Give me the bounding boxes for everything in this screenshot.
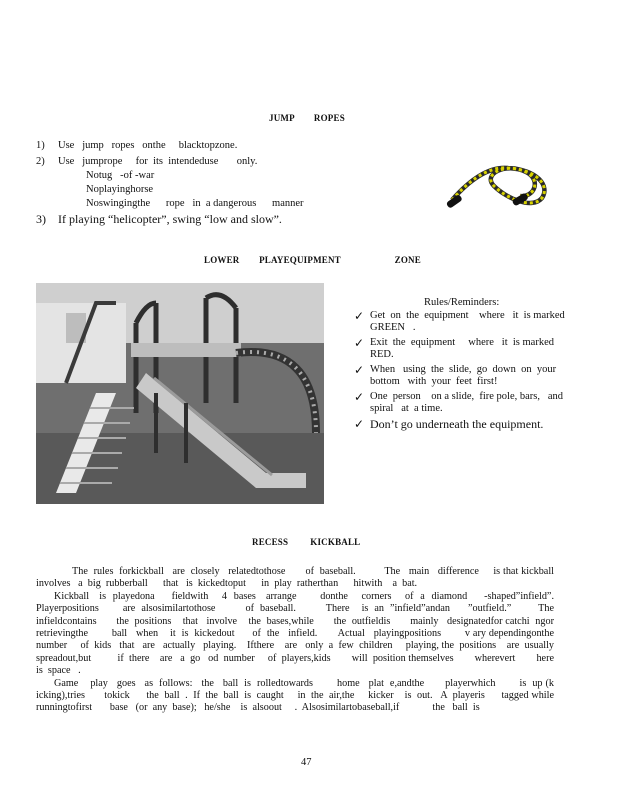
rule-line-text: RED. <box>370 349 394 360</box>
list-item: Use jump ropes onthe blacktopzone. <box>58 140 238 151</box>
rule-item <box>354 310 576 334</box>
rule-line-text: Get on the equipment where it is marked <box>370 310 565 321</box>
checkmark-icon: ✓ <box>354 309 365 323</box>
rules-title: Rules/Reminders: <box>424 297 500 308</box>
list-item: If playing “helicopter”, swing “low and slow”. <box>58 212 282 226</box>
page-number: 47 <box>301 757 312 768</box>
rule-line-text: GREEN . <box>370 322 416 333</box>
rule-line-text: One person on a slide, fire pole, bars, and <box>370 391 564 402</box>
checkmark-icon: ✓ <box>354 417 365 431</box>
kickball-body <box>36 566 580 715</box>
checkmark-icon: ✓ <box>354 390 365 404</box>
rules-list <box>354 310 576 430</box>
sub-list-item: Noswingingthe rope in a dangerous manner <box>86 198 304 209</box>
playground-photo <box>36 283 324 504</box>
list-item: Use jumprope for its intendeduse only. <box>58 156 258 167</box>
checkmark-icon: ✓ <box>354 336 365 350</box>
kickball-heading: RECESS KICKBALL <box>252 537 361 547</box>
sub-list-item: Noplayinghorse <box>86 184 154 195</box>
rule-line-text: spiral at a time. <box>370 403 443 414</box>
sub-list-item: Notug -of -war <box>86 170 155 181</box>
rule-line-text: Don’t go underneath the equipment. <box>370 417 544 431</box>
list-item-number: 3) <box>36 212 46 226</box>
paragraph: Kickball is playedona fieldwith 4 bases arrange donthe corners of a diamond -shaped”infield”. Playerpositions are alsosimilartothose of baseball. There is an ”infield”andan ”outfield.” The infieldcontains the positions that involve the bases,while the outfieldis mainly designatedfor catchi ngor retrievingthe ball when it is kickedout of the infield. Actual playingpositions v ary dependingonthe number of kids that are actually playing. Ifthere are only a few children playing, the positions are usually spreadout,but if there are a go od number of players,kids will position themselves wherevert here is space . <box>36 590 580 677</box>
rule-item <box>354 418 576 430</box>
list-item-number: 1) <box>36 140 45 151</box>
jump-rope-image <box>446 158 554 218</box>
checkmark-icon: ✓ <box>354 363 365 377</box>
lower-play-heading: LOWER PLAYEQUIPMENT ZONE <box>204 255 421 265</box>
rule-item <box>354 337 576 361</box>
rule-line-text: Exit the equipment where it is marked <box>370 337 554 348</box>
rule-item <box>354 364 576 388</box>
rule-line-text: bottom with your feet first! <box>370 376 498 387</box>
list-item-number: 2) <box>36 156 45 167</box>
paragraph: The rules forkickball are closely relatedtothose of baseball. The main difference is that kickball involves a big rubberball that is kickedtoput in play ratherthan hitwith a bat. <box>36 566 562 590</box>
jump-ropes-heading: JUMP ROPES <box>269 113 345 123</box>
rule-item <box>354 391 576 415</box>
rule-line-text: When using the slide, go down on your <box>370 364 557 375</box>
paragraph: Game play goes as follows: the ball is rolledtowards home plat e,andthe playerwhich is up (k icking),tries tokick the ball . If the ball is caught in the air,the kicker is out. A playeris tagged while runningtofirst base (or any base); he/she is alsoout . Alsosimilartobaseball,if the ball is <box>36 677 560 714</box>
